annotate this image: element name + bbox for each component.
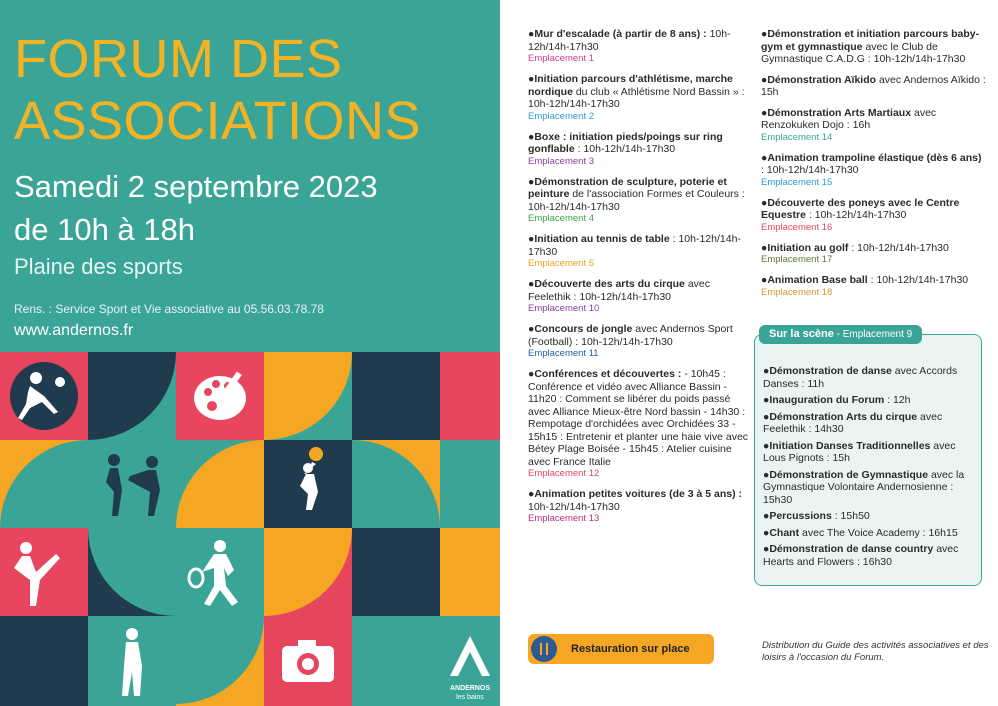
program-item-title: Démonstration Aïkido (767, 73, 877, 86)
program-item-details: avec Andernos Sport (Football) : 10h-12h/14h-17h30 (528, 323, 733, 348)
stage-item: ●Démonstration de danse country avec Hearts and Flowers : 16h30 (763, 543, 959, 568)
program-item-title: Boxe : initiation pieds/poings sur ring gonflable (528, 130, 723, 155)
grid-cell (440, 528, 500, 616)
program-item-location: Emplacement 18 (761, 286, 833, 298)
program-item: ●Animation trampoline élastique (dès 6 ans) : 10h-12h/14h-17h30 Emplacement 15 (761, 152, 986, 189)
grid-cell (0, 440, 88, 528)
program-item-location: Emplacement 1 (528, 53, 595, 64)
stage-item: ●Initiation Danses Traditionnelles avec Lous Pignots : 15h (763, 439, 956, 464)
program-item-details: : 10h-12h/14h-17h30 (761, 164, 859, 176)
sports-grid (0, 352, 500, 706)
poster-info: Rens. : Service Sport et Vie associative au 05.56.03.78.78 (14, 302, 324, 316)
grid-cell (440, 616, 500, 706)
program-item-details: avec Andernos Aïkido : 15h (761, 73, 986, 98)
football-player-icon (0, 352, 88, 440)
stage-item-title: Démonstration de danse country (769, 543, 934, 555)
program-item-location: Emplacement 3 (528, 155, 595, 167)
grid-cell (0, 616, 88, 706)
program-item-details: avec Feelethik : 10h-12h/14h-17h30 (528, 278, 711, 303)
program-item-location: Emplacement 16 (761, 221, 833, 233)
basketball-player-icon (264, 440, 352, 528)
stage-item: ●Démonstration Arts du cirque avec Feelethik : 14h30 (763, 410, 943, 435)
program-item-details: : 10h-12h/14h-17h30 (848, 241, 949, 254)
grid-cell (0, 352, 88, 440)
program-item-location: Emplacement 5 (528, 258, 595, 269)
restauration-label: Restauration sur place (571, 643, 690, 655)
distribution-note: Distribution du Guide des activités associatives et des loisirs à l'occasion du Forum. (762, 640, 989, 663)
program-item-title: Initiation parcours d'athlétisme, marche nordique (528, 73, 733, 98)
poster-title-line1: FORUM DES (14, 29, 343, 89)
grid-cell (88, 352, 176, 440)
program-item-title: Concours de jongle (534, 323, 633, 335)
program-item-title: Conférences et découvertes : (534, 368, 682, 380)
stage-header (759, 325, 922, 344)
restauration-badge (528, 634, 714, 664)
program-item: ●Initiation parcours d'athlétisme, marche nordique du club « Athlétisme Nord Bassin » : 10h-12h/14h-17h30 Emplacement 2 (528, 73, 750, 123)
program-item-location: Emplacement 14 (761, 131, 833, 143)
grid-cell (352, 528, 440, 616)
program-item-details: : 10h-12h/14h-17h30 (574, 143, 676, 155)
program-item-title: Initiation au golf (767, 241, 849, 254)
runner-icon (88, 616, 176, 706)
program-column-1 (528, 28, 750, 533)
program-item-details: 10h-12h/14h-17h30 (528, 28, 731, 53)
grid-cell (264, 616, 352, 706)
program-item-location: Emplacement 17 (761, 254, 833, 265)
program-item-title: Mur d'escalade (à partir de 8 ans) : (534, 28, 707, 40)
poster-hours: de 10h à 18h (14, 212, 196, 247)
stage-item-title: Démonstration de danse (769, 365, 892, 377)
grid-cell (88, 616, 176, 706)
program-item-title: Découverte des poneys avec le Centre Equestre (761, 196, 960, 221)
program-item-details: : 10h-12h/14h-17h30 (528, 233, 741, 258)
program-item-details: de l'association Formes et Couleurs : 10h-12h/14h-17h30 (528, 188, 745, 213)
stage-item-details: avec la Gymnastique Volontaire Andernosienne : 15h30 (763, 468, 965, 506)
grid-cell (176, 528, 264, 616)
stage-item: ●Percussions : 15h50 (763, 510, 870, 522)
program-item: ●Animation petites voitures (de 3 à 5 ans) : 10h-12h/14h-17h30 Emplacement 13 (528, 488, 750, 525)
program-item-details: : 10h-12h/14h-17h30 (805, 209, 907, 221)
stage-item: ●Démonstration de Gymnastique avec la Gymnastique Volontaire Andernosienne : 15h30 (763, 468, 965, 506)
program-item-location: Emplacement 10 (528, 303, 600, 314)
program-item-details: - 10h45 : Conférence et vidéo avec Alliance Bassin - 11h20 : Comment se libérer du poids passé avec Alliance Mieux-être Nord bassin - 14h30 : Rempotage d'orchidées avec Orchidées 33 - 15h15 : Entretenir et planter une haie vive avec Bétey Plage Boisée - 15h45 : Atelier cuisine avec France Italie (528, 368, 749, 468)
grid-cell (440, 352, 500, 440)
program-column-2 (761, 28, 986, 307)
program-item-title: Démonstration de sculpture, poterie et peinture (528, 175, 727, 200)
program (500, 0, 998, 706)
program-item: ●Démonstration et initiation parcours baby-gym et gymnastique avec le Club de Gymnastique C.A.D.G : 10h-12h/14h-17h30 (761, 28, 980, 65)
stage-item-title: Chant (769, 526, 800, 539)
poster-place: Plaine des sports (14, 254, 183, 279)
stage-item-details: avec Accords Danses : 11h (763, 365, 958, 390)
grid-cell (88, 440, 176, 528)
stage-item-details: avec Hearts and Flowers : 16h30 (763, 543, 959, 568)
stage-list (763, 365, 977, 572)
stage-title: Sur la scène (769, 328, 834, 340)
grid-cell (352, 616, 440, 706)
grid-cell (0, 528, 88, 616)
program-item: ●Animation Base ball : 10h-12h/14h-17h30 Emplacement 18 (761, 274, 986, 299)
grid-cell (264, 352, 352, 440)
martial-arts-icon (88, 440, 176, 528)
program-item-title: Animation Base ball (767, 274, 868, 286)
camera-icon (264, 616, 352, 706)
program-item-details: du club « Athlétisme Nord Bassin » : 10h-12h/14h-17h30 (528, 85, 745, 110)
stage-item-title: Inauguration du Forum (769, 394, 885, 406)
program-item-details: 10h-12h/14h-17h30 (528, 500, 620, 513)
stage-item-details: : 15h50 (831, 510, 870, 522)
program-item: ●Initiation au tennis de table : 10h-12h/14h-17h30 Emplacement 5 (528, 233, 750, 270)
grid-cell (88, 528, 176, 616)
stage-item-title: Percussions (769, 510, 832, 522)
grid-cell (176, 616, 264, 706)
program-item-location: Emplacement 2 (528, 110, 595, 122)
program-item-title: Démonstration et initiation parcours baby-gym et gymnastique (761, 28, 980, 53)
stage-item: ●Chant avec The Voice Academy : 16h15 (763, 526, 958, 539)
yoga-icon (0, 528, 88, 616)
program-item: ●Découverte des arts du cirque avec Feelethik : 10h-12h/14h-17h30 Emplacement 10 (528, 278, 750, 315)
stage-subtitle: - Emplacement 9 (833, 329, 913, 340)
grid-cell (440, 440, 500, 528)
stage-item-title: Démonstration Arts du cirque (769, 410, 918, 423)
poster-website[interactable]: www.andernos.fr (14, 322, 134, 339)
program-item-location: Emplacement 4 (528, 213, 595, 224)
stage-item-details: avec Feelethik : 14h30 (763, 410, 943, 435)
program-item-details: : 10h-12h/14h-17h30 (867, 274, 969, 286)
grid-cell (176, 440, 264, 528)
program-item: ●Démonstration Arts Martiaux avec Renzokuken Dojo : 16h Emplacement 14 (761, 107, 986, 144)
stage-item: ●Inauguration du Forum : 12h (763, 394, 911, 406)
poster-title-line2: ASSOCIATIONS (14, 91, 422, 151)
program-item-details: avec le Club de Gymnastique C.A.D.G : 10h-12h/14h-17h30 (761, 40, 966, 65)
program-item-title: Animation trampoline élastique (dès 6 ans) (767, 151, 982, 164)
program-item: ●Concours de jongle avec Andernos Sport (Football) : 10h-12h/14h-17h30 Emplacement 11 (528, 323, 750, 360)
grid-cell (352, 440, 440, 528)
stage-item: ●Démonstration de danse avec Accords Danses : 11h (763, 365, 958, 390)
program-item-location: Emplacement 12 (528, 468, 600, 479)
program-item-details: avec Renzokuken Dojo : 16h (761, 106, 937, 131)
stage-item-title: Initiation Danses Traditionnelles (769, 439, 931, 452)
palette-icon (176, 352, 264, 440)
stage-item-details: : 12h (884, 394, 911, 406)
program-item-location: Emplacement 13 (528, 513, 600, 524)
grid-cell (176, 352, 264, 440)
program-item-location: Emplacement 15 (761, 176, 833, 188)
svg-text:ANDERNOS: ANDERNOS (449, 685, 491, 692)
stage-item-details: avec The Voice Academy : 16h15 (799, 526, 958, 539)
andernos-logo-icon (440, 616, 500, 706)
program-item: ●Découverte des poneys avec le Centre Equestre : 10h-12h/14h-17h30 Emplacement 16 (761, 197, 986, 234)
program-item-title: Initiation au tennis de table (534, 233, 670, 245)
program-item-location: Emplacement 11 (528, 348, 599, 359)
program-item: ●Démonstration de sculpture, poterie et peinture de l'association Formes et Couleurs : 10h-12h/14h-17h30 Emplacement 4 (528, 176, 750, 226)
program-item: ●Conférences et découvertes : - 10h45 : Conférence et vidéo avec Alliance Bassin - 11h20 : Comment se libérer du poids passé avec Alliance Mieux-être Nord bassin - 14h30 : Rempotage d'orchidées avec Orchidées 33 - 15h15 : Entretenir et planter une haie vive avec Bétey Plage Boisée - 15h45 : Atelier cuisine avec France Italie Emplacement 12 (528, 368, 749, 479)
program-item: ●Boxe : initiation pieds/poings sur ring gonflable : 10h-12h/14h-17h30 Emplacement 3 (528, 131, 750, 168)
program-item-title: Découverte des arts du cirque (534, 278, 685, 290)
cutlery-icon (531, 636, 557, 662)
grid-cell (264, 440, 352, 528)
program-item-title: Animation petites voitures (de 3 à 5 ans) : (534, 488, 743, 500)
tennis-player-icon (176, 528, 264, 616)
program-item: ●Initiation au golf : 10h-12h/14h-17h30 Emplacement 17 (761, 242, 986, 267)
grid-cell (264, 528, 352, 616)
stage-box (754, 328, 982, 586)
svg-text:les bains: les bains (456, 694, 484, 701)
program-item: ●Mur d'escalade (à partir de 8 ans) : 10h-12h/14h-17h30 Emplacement 1 (528, 28, 750, 65)
program-item-title: Démonstration Arts Martiaux (767, 106, 912, 119)
program-item: ●Démonstration Aïkido avec Andernos Aïkido : 15h (761, 73, 986, 98)
stage-item-details: avec Lous Pignots : 15h (763, 439, 956, 464)
stage-item-title: Démonstration de Gymnastique (769, 468, 929, 481)
poster-date: Samedi 2 septembre 2023 (14, 169, 378, 204)
grid-cell (352, 352, 440, 440)
